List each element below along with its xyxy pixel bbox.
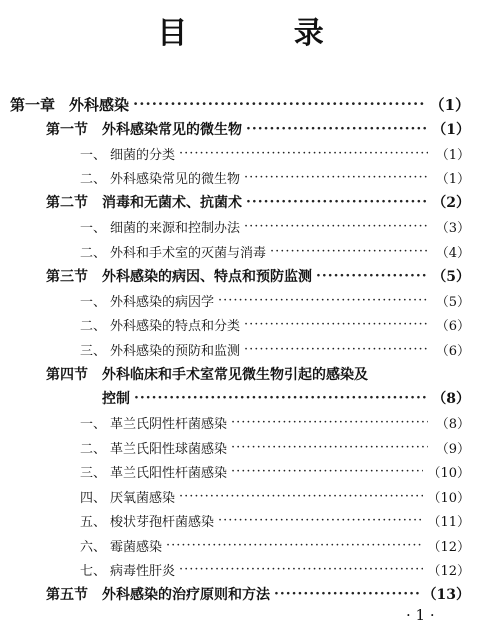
toc-entry-number: 二、	[80, 172, 107, 187]
dot-leader	[246, 121, 428, 137]
toc-entry	[80, 313, 470, 337]
toc-entry-number: 第二节	[46, 195, 88, 211]
toc-entry-text: 霉菌感染	[110, 539, 163, 555]
toc-entry-page: （12）	[427, 564, 470, 579]
toc-entry-page: （13）	[422, 587, 470, 603]
dot-leader	[179, 489, 423, 504]
toc-entry-title	[46, 119, 242, 139]
toc-entry-title	[80, 340, 240, 359]
toc-entry-number: 二、	[80, 441, 107, 457]
toc-entry-text: 细菌的分类	[110, 147, 176, 163]
toc-entry-title	[80, 536, 162, 555]
toc-entry-title	[46, 192, 242, 212]
toc-entry	[80, 215, 470, 239]
dot-leader	[134, 390, 428, 406]
toc-entry-page: （1）	[432, 121, 470, 138]
toc-entry-page: （5）	[435, 294, 470, 310]
toc-entry-page: （10）	[427, 466, 470, 481]
toc-entry-text: 外科临床和手术室常见微生物引起的感染及	[102, 366, 368, 383]
toc-entry	[80, 239, 470, 263]
toc-entry-title	[80, 144, 175, 163]
toc-entry-number: 七、	[80, 564, 107, 579]
toc-entry-page: （2）	[432, 195, 470, 211]
toc-entry-number: 第一节	[46, 121, 88, 138]
toc-entry	[80, 288, 470, 312]
toc-entry-number: 三、	[80, 466, 107, 481]
toc-entry	[80, 141, 470, 165]
toc-entry-text: 革兰氏阳性球菌感染	[110, 441, 228, 457]
dot-leader	[231, 440, 428, 455]
toc-entry	[46, 386, 470, 410]
toc-entry-page: （1）	[435, 147, 470, 163]
dot-leader	[270, 244, 428, 259]
toc-entry-page: （5）	[432, 268, 470, 285]
toc-entry-title	[46, 584, 270, 604]
toc-entry	[80, 435, 470, 459]
toc-entry-number: 二、	[80, 245, 107, 261]
toc-entry-title	[46, 266, 312, 286]
toc-entry-page: （3）	[435, 221, 470, 236]
toc-entry	[46, 190, 470, 214]
toc-entry	[80, 533, 470, 557]
toc-entry-number: 第五节	[46, 587, 88, 603]
toc-entry-title	[80, 487, 175, 506]
toc-entry-number: 三、	[80, 343, 107, 359]
toc-entry-text: 细菌的来源和控制办法	[110, 221, 241, 236]
toc-entry-page: （1）	[429, 95, 470, 114]
toc-entry-title	[80, 413, 227, 432]
toc-entry-title	[80, 560, 175, 579]
toc-entry-text: 外科感染	[69, 95, 130, 114]
toc-entry	[80, 337, 470, 361]
toc-entry-title	[46, 364, 368, 384]
toc-entry-title	[80, 511, 214, 530]
toc-entry-text: 外科感染常见的微生物	[102, 121, 242, 138]
toc-entry-page: （10）	[427, 490, 470, 506]
toc-entry-page: （6）	[435, 319, 470, 334]
dot-leader	[179, 562, 423, 577]
dot-leader	[218, 293, 428, 308]
toc-entry-title	[80, 438, 227, 457]
toc-entry-title	[80, 242, 266, 261]
dot-leader	[231, 464, 423, 479]
toc-entry-number: 二、	[80, 319, 107, 334]
toc-entry	[80, 411, 470, 435]
dot-leader	[246, 194, 428, 210]
toc-entry-page: （12）	[427, 539, 470, 555]
toc-entry	[80, 484, 470, 508]
toc-entry-text: 革兰氏阴性杆菌感染	[110, 417, 228, 432]
toc-entry-title	[80, 217, 240, 236]
toc-entry	[10, 92, 470, 116]
toc-entry-text: 外科感染的病因、特点和预防监测	[102, 268, 312, 285]
toc-entry	[46, 264, 470, 288]
toc-entry-number: 一、	[80, 221, 107, 236]
toc-entry	[46, 362, 470, 386]
toc-entry-number: 一、	[80, 147, 107, 163]
toc-entry-title	[46, 388, 130, 408]
dot-leader	[244, 170, 428, 185]
toc-entry-number: 六、	[80, 539, 107, 555]
toc-entry-number: 五、	[80, 515, 107, 530]
toc-entry-title	[80, 168, 240, 187]
toc-entry	[80, 509, 470, 533]
dot-leader	[244, 317, 428, 332]
toc-entry-text: 控制	[102, 391, 130, 407]
toc-entry-page: （4）	[435, 245, 470, 261]
toc-entry-text: 梭状芽孢杆菌感染	[110, 515, 215, 530]
page-title: 目 录	[157, 16, 372, 51]
toc-entry-page: （8）	[432, 391, 470, 407]
toc-entry	[46, 117, 470, 141]
toc-entry-number: 一、	[80, 417, 107, 432]
toc-entry-text: 外科感染的病因学	[110, 294, 215, 310]
toc-entry-number: 四、	[80, 490, 107, 506]
dot-leader	[166, 538, 423, 553]
toc-entry-page: （1）	[435, 172, 470, 187]
toc-entry-page: （8）	[435, 417, 470, 432]
dot-leader	[244, 342, 428, 357]
toc-entry-page: （6）	[435, 343, 470, 359]
toc-entry-text: 外科感染的治疗原则和方法	[102, 587, 270, 603]
toc-entry-page: （11）	[427, 515, 470, 530]
toc-entry-text: 革兰氏阳性杆菌感染	[110, 466, 228, 481]
toc-entry-title	[80, 315, 240, 334]
dot-leader	[133, 95, 426, 113]
dot-leader	[244, 219, 428, 234]
toc-entry-text: 外科和手术室的灭菌与消毒	[110, 245, 267, 261]
toc-entry-title	[10, 94, 129, 115]
toc-entry-number: 第一章	[10, 95, 56, 114]
dot-leader	[316, 268, 428, 284]
dot-leader	[274, 586, 419, 602]
toc-entry-text: 外科感染的特点和分类	[110, 319, 241, 334]
toc-entry-number: 一、	[80, 294, 107, 310]
dot-leader	[231, 415, 428, 430]
toc-entry	[80, 166, 470, 190]
toc-entry-title	[80, 462, 227, 481]
toc-entry	[46, 582, 470, 606]
toc-entry-number: 第四节	[46, 366, 88, 383]
toc-entry-text: 厌氧菌感染	[110, 490, 176, 506]
dot-leader	[218, 513, 423, 528]
toc-entry-text: 消毒和无菌术、抗菌术	[102, 195, 242, 211]
toc-entry-text: 外科感染的预防和监测	[110, 343, 241, 359]
toc-entry	[80, 558, 470, 582]
page-number: · 1 ·	[406, 606, 435, 624]
toc-entry-text: 外科感染常见的微生物	[110, 172, 241, 187]
toc-entry-title	[80, 291, 214, 310]
dot-leader	[179, 146, 428, 161]
toc-entry-text: 病毒性肝炎	[110, 564, 176, 579]
toc-entry	[80, 460, 470, 484]
toc-entry-number: 第三节	[46, 268, 88, 285]
toc-entry-page: （9）	[435, 441, 470, 457]
